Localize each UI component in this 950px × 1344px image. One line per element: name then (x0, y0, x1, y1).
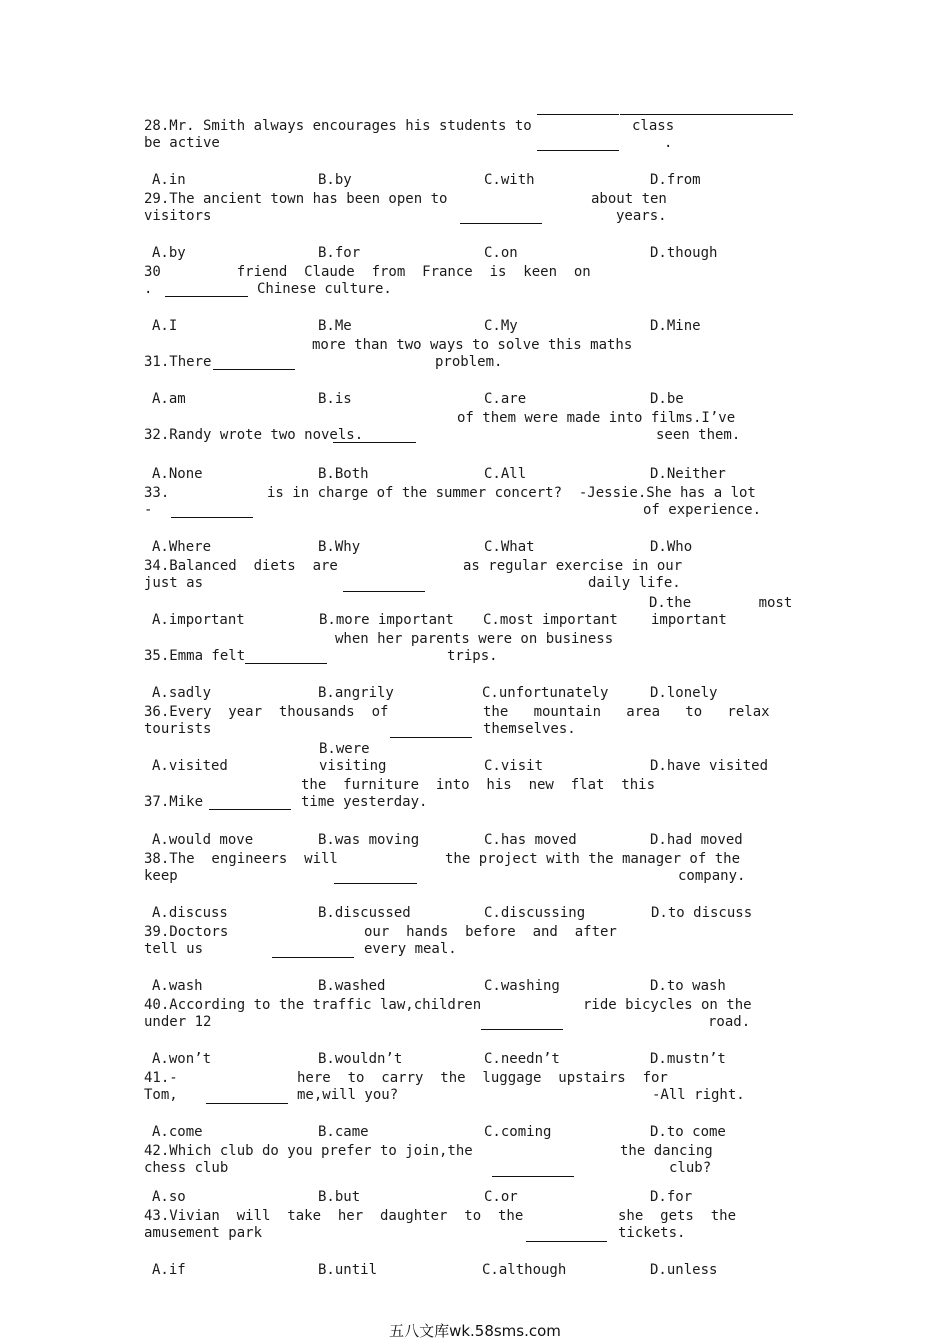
q31-option-d[interactable]: D.be (650, 391, 684, 407)
q32-stem: 32.Randy wrote two novels. (144, 427, 364, 443)
q31-option-a[interactable]: A.am (152, 391, 186, 407)
q32-stem-mid: of them were made into films.I’ve (457, 410, 736, 426)
q42-option-d[interactable]: D.for (650, 1189, 693, 1205)
q40-stem-cont: under 12 (144, 1014, 212, 1030)
q41-stem: 41.- (144, 1070, 178, 1086)
answer-blank[interactable] (343, 591, 425, 592)
q33-stem: 33. (144, 485, 170, 501)
q38-stem-mid: the project with the manager of the (445, 851, 741, 867)
answer-blank[interactable] (333, 442, 416, 443)
q29-option-b[interactable]: B.for (318, 245, 361, 261)
q42-stem-mid: the dancing (620, 1143, 713, 1159)
q39-option-c[interactable]: C.washing (484, 978, 560, 994)
q29-stem-mid: about ten (591, 191, 667, 207)
q36-stem-cont: tourists (144, 721, 212, 737)
answer-blank[interactable] (537, 114, 619, 115)
answer-blank[interactable] (492, 1176, 574, 1177)
answer-blank-extension (620, 114, 793, 115)
q42-option-b[interactable]: B.but (318, 1189, 361, 1205)
q31-stem-end: problem. (435, 354, 503, 370)
q34-stem-end: daily life. (588, 575, 681, 591)
q30-option-b[interactable]: B.Me (318, 318, 352, 334)
q28-option-a[interactable]: A.in (152, 172, 186, 188)
q43-option-a[interactable]: A.if (152, 1262, 186, 1278)
q34-stem: 34.Balanced diets are (144, 558, 338, 574)
answer-blank[interactable] (537, 150, 619, 151)
q40-option-b[interactable]: B.wouldn’t (318, 1051, 403, 1067)
q28-stem: 28.Mr. Smith always encourages his students to (144, 118, 532, 134)
q37-option-a[interactable]: A.would move (152, 832, 254, 848)
answer-blank[interactable] (526, 1241, 607, 1242)
q36-stem-end: themselves. (483, 721, 576, 737)
q41-option-b[interactable]: B.came (318, 1124, 369, 1140)
q35-stem-mid: when her parents were on business (335, 631, 614, 647)
q31-option-c[interactable]: C.are (484, 391, 527, 407)
q42-option-a[interactable]: A.so (152, 1189, 186, 1205)
footer-watermark: 五八文库wk.58sms.com (389, 1322, 561, 1340)
q41-stem-mid: here to carry the luggage upstairs for (297, 1070, 668, 1086)
q36-option-c[interactable]: C.visit (484, 758, 544, 774)
q38-option-c[interactable]: C.discussing (484, 905, 586, 921)
q39-option-b[interactable]: B.washed (318, 978, 386, 994)
answer-blank[interactable] (390, 737, 472, 738)
q39-stem-end: every meal. (364, 941, 457, 957)
q33-stem-end: of experience. (643, 502, 762, 518)
q35-option-d[interactable]: D.lonely (650, 685, 718, 701)
q36-option-b[interactable]: B.were (319, 741, 370, 757)
q43-option-b[interactable]: B.until (318, 1262, 378, 1278)
q36-stem: 36.Every year thousands of (144, 704, 389, 720)
answer-blank[interactable] (481, 1029, 563, 1030)
q38-stem: 38.The engineers will (144, 851, 338, 867)
q39-stem: 39.Doctors (144, 924, 229, 940)
q43-stem: 43.Vivian will take her daughter to the (144, 1208, 524, 1224)
q29-option-d[interactable]: D.though (650, 245, 718, 261)
q28-option-d[interactable]: D.from (650, 172, 701, 188)
q30-stem-cont: . (144, 281, 153, 297)
q30-option-d[interactable]: D.Mine (650, 318, 701, 334)
answer-blank[interactable] (209, 809, 291, 810)
q29-stem-end: years. (616, 208, 667, 224)
q42-stem: 42.Which club do you prefer to join,the (144, 1143, 473, 1159)
q41-option-d[interactable]: D.to come (650, 1124, 726, 1140)
q33-stem-cont: - (144, 502, 153, 518)
q34-stem-cont: just as (144, 575, 204, 591)
q39-option-a[interactable]: A.wash (152, 978, 203, 994)
q37-stem-mid: the furniture into his new flat this (301, 777, 656, 793)
answer-blank[interactable] (245, 663, 327, 664)
q31-stem-mid: more than two ways to solve this maths (312, 337, 633, 353)
q37-option-d[interactable]: D.had moved (650, 832, 743, 848)
q31-stem: 31.There (144, 354, 212, 370)
q38-option-b[interactable]: B.discussed (318, 905, 411, 921)
q40-option-d[interactable]: D.mustn’t (650, 1051, 726, 1067)
q28-stem-cont2: be active (144, 135, 220, 151)
q29-stem-cont: visitors (144, 208, 212, 224)
q34-option-d[interactable]: D.the most (649, 595, 793, 611)
q43-stem-end: tickets. (618, 1225, 686, 1241)
q41-option-c[interactable]: C.coming (484, 1124, 552, 1140)
q36-stem-mid: the mountain area to relax (483, 704, 770, 720)
q34-stem-mid: as regular exercise in our (463, 558, 683, 574)
q40-stem-end: road. (708, 1014, 751, 1030)
q41-stem-end: me,will you? (297, 1087, 399, 1103)
q32-stem-end: seen them. (656, 427, 741, 443)
q35-stem: 35.Emma felt (144, 648, 246, 664)
answer-blank[interactable] (213, 369, 295, 370)
q40-stem-mid: ride bicycles on the (583, 997, 752, 1013)
q28-stem-cont: class (632, 118, 675, 134)
q34-option-d-cont: important (651, 612, 727, 628)
q29-option-a[interactable]: A.by (152, 245, 186, 261)
q35-stem-end: trips. (447, 648, 498, 664)
q38-stem-end: company. (678, 868, 746, 884)
q32-option-c[interactable]: C.All (484, 466, 527, 482)
q28-stem-end: . (664, 135, 673, 151)
answer-blank[interactable] (165, 296, 248, 297)
q33-option-b[interactable]: B.Why (318, 539, 361, 555)
q34-option-a[interactable]: A.important (152, 612, 245, 628)
q33-option-d[interactable]: D.Who (650, 539, 693, 555)
answer-blank[interactable] (272, 957, 354, 958)
q43-stem-mid: she gets the (618, 1208, 737, 1224)
q32-option-a[interactable]: A.None (152, 466, 203, 482)
answer-blank[interactable] (460, 223, 542, 224)
q30-stem-end: Chinese culture. (257, 281, 392, 297)
answer-blank[interactable] (171, 517, 253, 518)
q30-stem: 30 friend Claude from France is keen on (144, 264, 591, 280)
q32-option-d[interactable]: D.Neither (650, 466, 726, 482)
q39-option-d[interactable]: D.to wash (650, 978, 726, 994)
q36-option-a[interactable]: A.visited (152, 758, 228, 774)
q41-response: -All right. (652, 1087, 745, 1103)
q38-option-d[interactable]: D.to discuss (651, 905, 753, 921)
q42-stem-cont: chess club (144, 1160, 229, 1176)
q32-option-b[interactable]: B.Both (318, 466, 369, 482)
q33-option-c[interactable]: C.What (484, 539, 535, 555)
q41-stem-cont: Tom, (144, 1087, 178, 1103)
q30-option-a[interactable]: A.I (152, 318, 178, 334)
q41-option-a[interactable]: A.come (152, 1124, 203, 1140)
q37-option-c[interactable]: C.has moved (484, 832, 577, 848)
q31-option-b[interactable]: B.is (318, 391, 352, 407)
q38-stem-cont: keep (144, 868, 178, 884)
q40-option-c[interactable]: C.needn’t (484, 1051, 560, 1067)
answer-blank[interactable] (206, 1103, 288, 1104)
q39-stem-cont: tell us (144, 941, 204, 957)
q38-option-a[interactable]: A.discuss (152, 905, 228, 921)
answer-blank[interactable] (334, 883, 417, 884)
q34-option-c[interactable]: C.most important (483, 612, 618, 628)
q36-option-b-cont: visiting (319, 758, 387, 774)
q40-stem: 40.According to the traffic law,children (144, 997, 482, 1013)
q35-option-c[interactable]: C.unfortunately (482, 685, 609, 701)
q37-stem-end: time yesterday. (301, 794, 428, 810)
q29-stem: 29.The ancient town has been open to (144, 191, 448, 207)
q37-option-b[interactable]: B.was moving (318, 832, 420, 848)
q34-option-b[interactable]: B.more important (319, 612, 454, 628)
q35-option-b[interactable]: B.angrily (318, 685, 394, 701)
q43-option-d[interactable]: D.unless (650, 1262, 718, 1278)
q36-option-d[interactable]: D.have visited (650, 758, 769, 774)
q29-option-c[interactable]: C.on (484, 245, 518, 261)
q37-stem: 37.Mike (144, 794, 204, 810)
q30-option-c[interactable]: C.My (484, 318, 518, 334)
q43-stem-cont: amusement park (144, 1225, 263, 1241)
q33-option-a[interactable]: A.Where (152, 539, 212, 555)
q42-stem-end: club? (669, 1160, 712, 1176)
q35-option-a[interactable]: A.sadly (152, 685, 212, 701)
q28-option-b[interactable]: B.by (318, 172, 352, 188)
q42-option-c[interactable]: C.or (484, 1189, 518, 1205)
q40-option-a[interactable]: A.won’t (152, 1051, 212, 1067)
q33-stem-mid: is in charge of the summer concert? -Jessie.She has a lot (267, 485, 756, 501)
q39-stem-mid: our hands before and after (364, 924, 617, 940)
q28-option-c[interactable]: C.with (484, 172, 535, 188)
q43-option-c[interactable]: C.although (482, 1262, 567, 1278)
